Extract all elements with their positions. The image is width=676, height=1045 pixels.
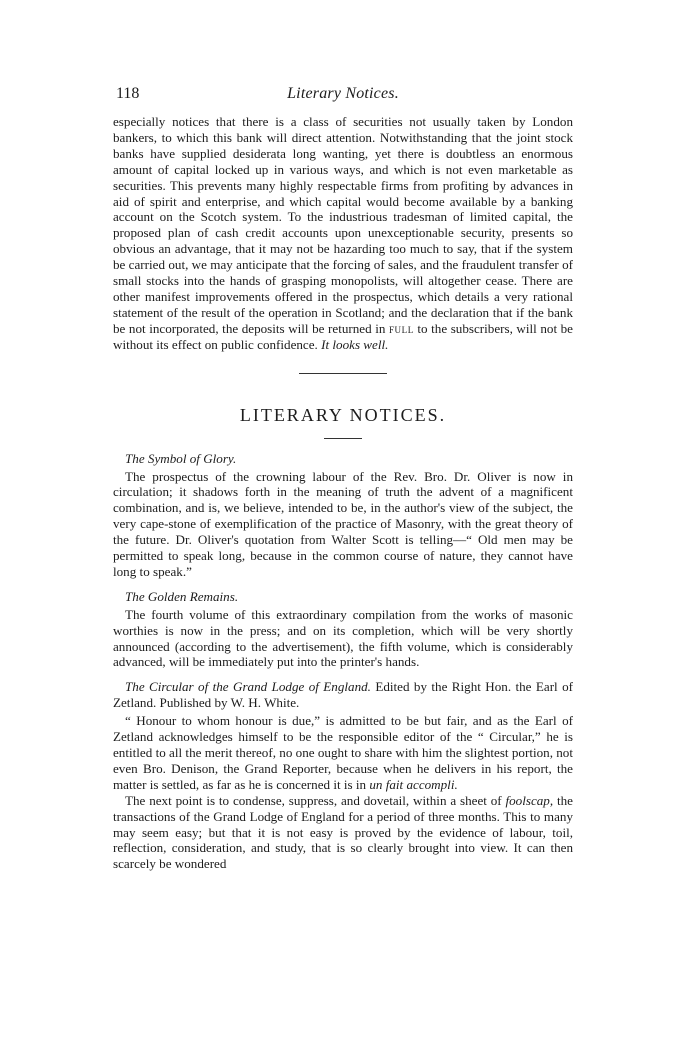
circular-text-1: “ Honour to whom honour is due,” is admitted to be but fair, and as the Earl of Zetland acknowledges himself to be the responsible editor of the “ Circular,” he is entitled to all the merit thereof, no one ought to share with him the slightest portion, not even Bro. Denison, the Grand Reporter, because when he delivers in his report, the matter is settled, as far as he is concerned it is in	[113, 713, 573, 792]
page-number: 118	[116, 85, 140, 102]
circular-text-2b: the transactions of the Grand Lodge of England for a period of three months. This to many may seem easy; but that it is not easy is proved by the evidence of labour, toil, reflection, consideration, and study, that is so clearly brought into view. It can then scarcely be wondered	[113, 792, 573, 872]
intro-text-continued: to the subscribers, will not be without its effect on public confidence.	[113, 320, 573, 352]
running-title: Literary Notices.	[287, 85, 399, 102]
notice-body-symbol-of-glory: The prospectus of the crowning labour of the Rev. Bro. Dr. Oliver is now in circulation; it shadows forth in the meaning of truth the advent of a magnificent combination, and is, we believe, intended to be, in the author's view of the subject, the very cape-stone of exemplification of the practice of Masonry, with the great theory of the future. Dr. Oliver's quotation from Walter Scott is telling—“ Old men may be permitted to speak long, because in the common course of nature, they cannot have long to speak.”	[113, 468, 573, 579]
notice-title-circular	[113, 679, 573, 711]
heading-rule	[324, 438, 362, 439]
foolscap-word: foolscap,	[505, 792, 554, 808]
running-header	[113, 86, 573, 108]
book-page	[113, 86, 573, 872]
full-word: full	[388, 320, 414, 336]
circular-text-2a: The next point is to condense, suppress, and dovetail, within a sheet of	[125, 792, 502, 808]
closing-remark: It looks well.	[321, 336, 389, 352]
section-heading: LITERARY NOTICES.	[239, 404, 447, 425]
circular-paragraph-2	[113, 793, 573, 873]
circular-italic-phrase: un fait accompli.	[369, 776, 458, 792]
intro-text: especially notices that there is a class of securities not usually taken by London bankers, to which this bank will direct attention. Notwithstanding that the joint stock banks have supplied desiderata long wanting, yet there is doubtless an enormous amount of capital locked up in various ways, and which is not even marketable as securities. This prevents many highly respectable firms from profiting by advances in aid of spirit and enterprise, and which capital would become available by a banking account on the Scotch system. To the industrious tradesman of limited capital, the proposed plan of cash credit accounts upon unexceptionable security, presents so obvious an advantage, that it may not be hazarding too much to say, that if the system be carried out, we may anticipate that the forcing of sales, and the fraudulent transfer of small stocks into the hands of grasping monopolists, will altogether cease. There are other manifest improvements offered in the prospectus, which details a very rational statement of the result of the operation in Scotland; and the declaration that if the bank be not incorporated, the deposits will be returned in	[113, 114, 573, 336]
circular-paragraph-1	[113, 713, 573, 793]
section-divider	[299, 373, 387, 374]
notice-body-golden-remains: The fourth volume of this extraordinary compilation from the works of masonic worthies is now in the press; and on its completion, which will be very shortly announced (according to the advertisement), the fifth volume, which is considerably advanced, will be immediately put into the printer's hands.	[113, 606, 573, 670]
notice-title-golden-remains: The Golden Remains.	[125, 588, 239, 604]
circular-title: The Circular of the Grand Lodge of England.	[125, 679, 371, 695]
intro-paragraph	[113, 114, 573, 353]
circular-byline: Edited by the Right Hon. the Earl of Zetland. Published by W. H. White.	[113, 679, 573, 711]
notice-title-symbol-of-glory: The Symbol of Glory.	[125, 450, 237, 466]
